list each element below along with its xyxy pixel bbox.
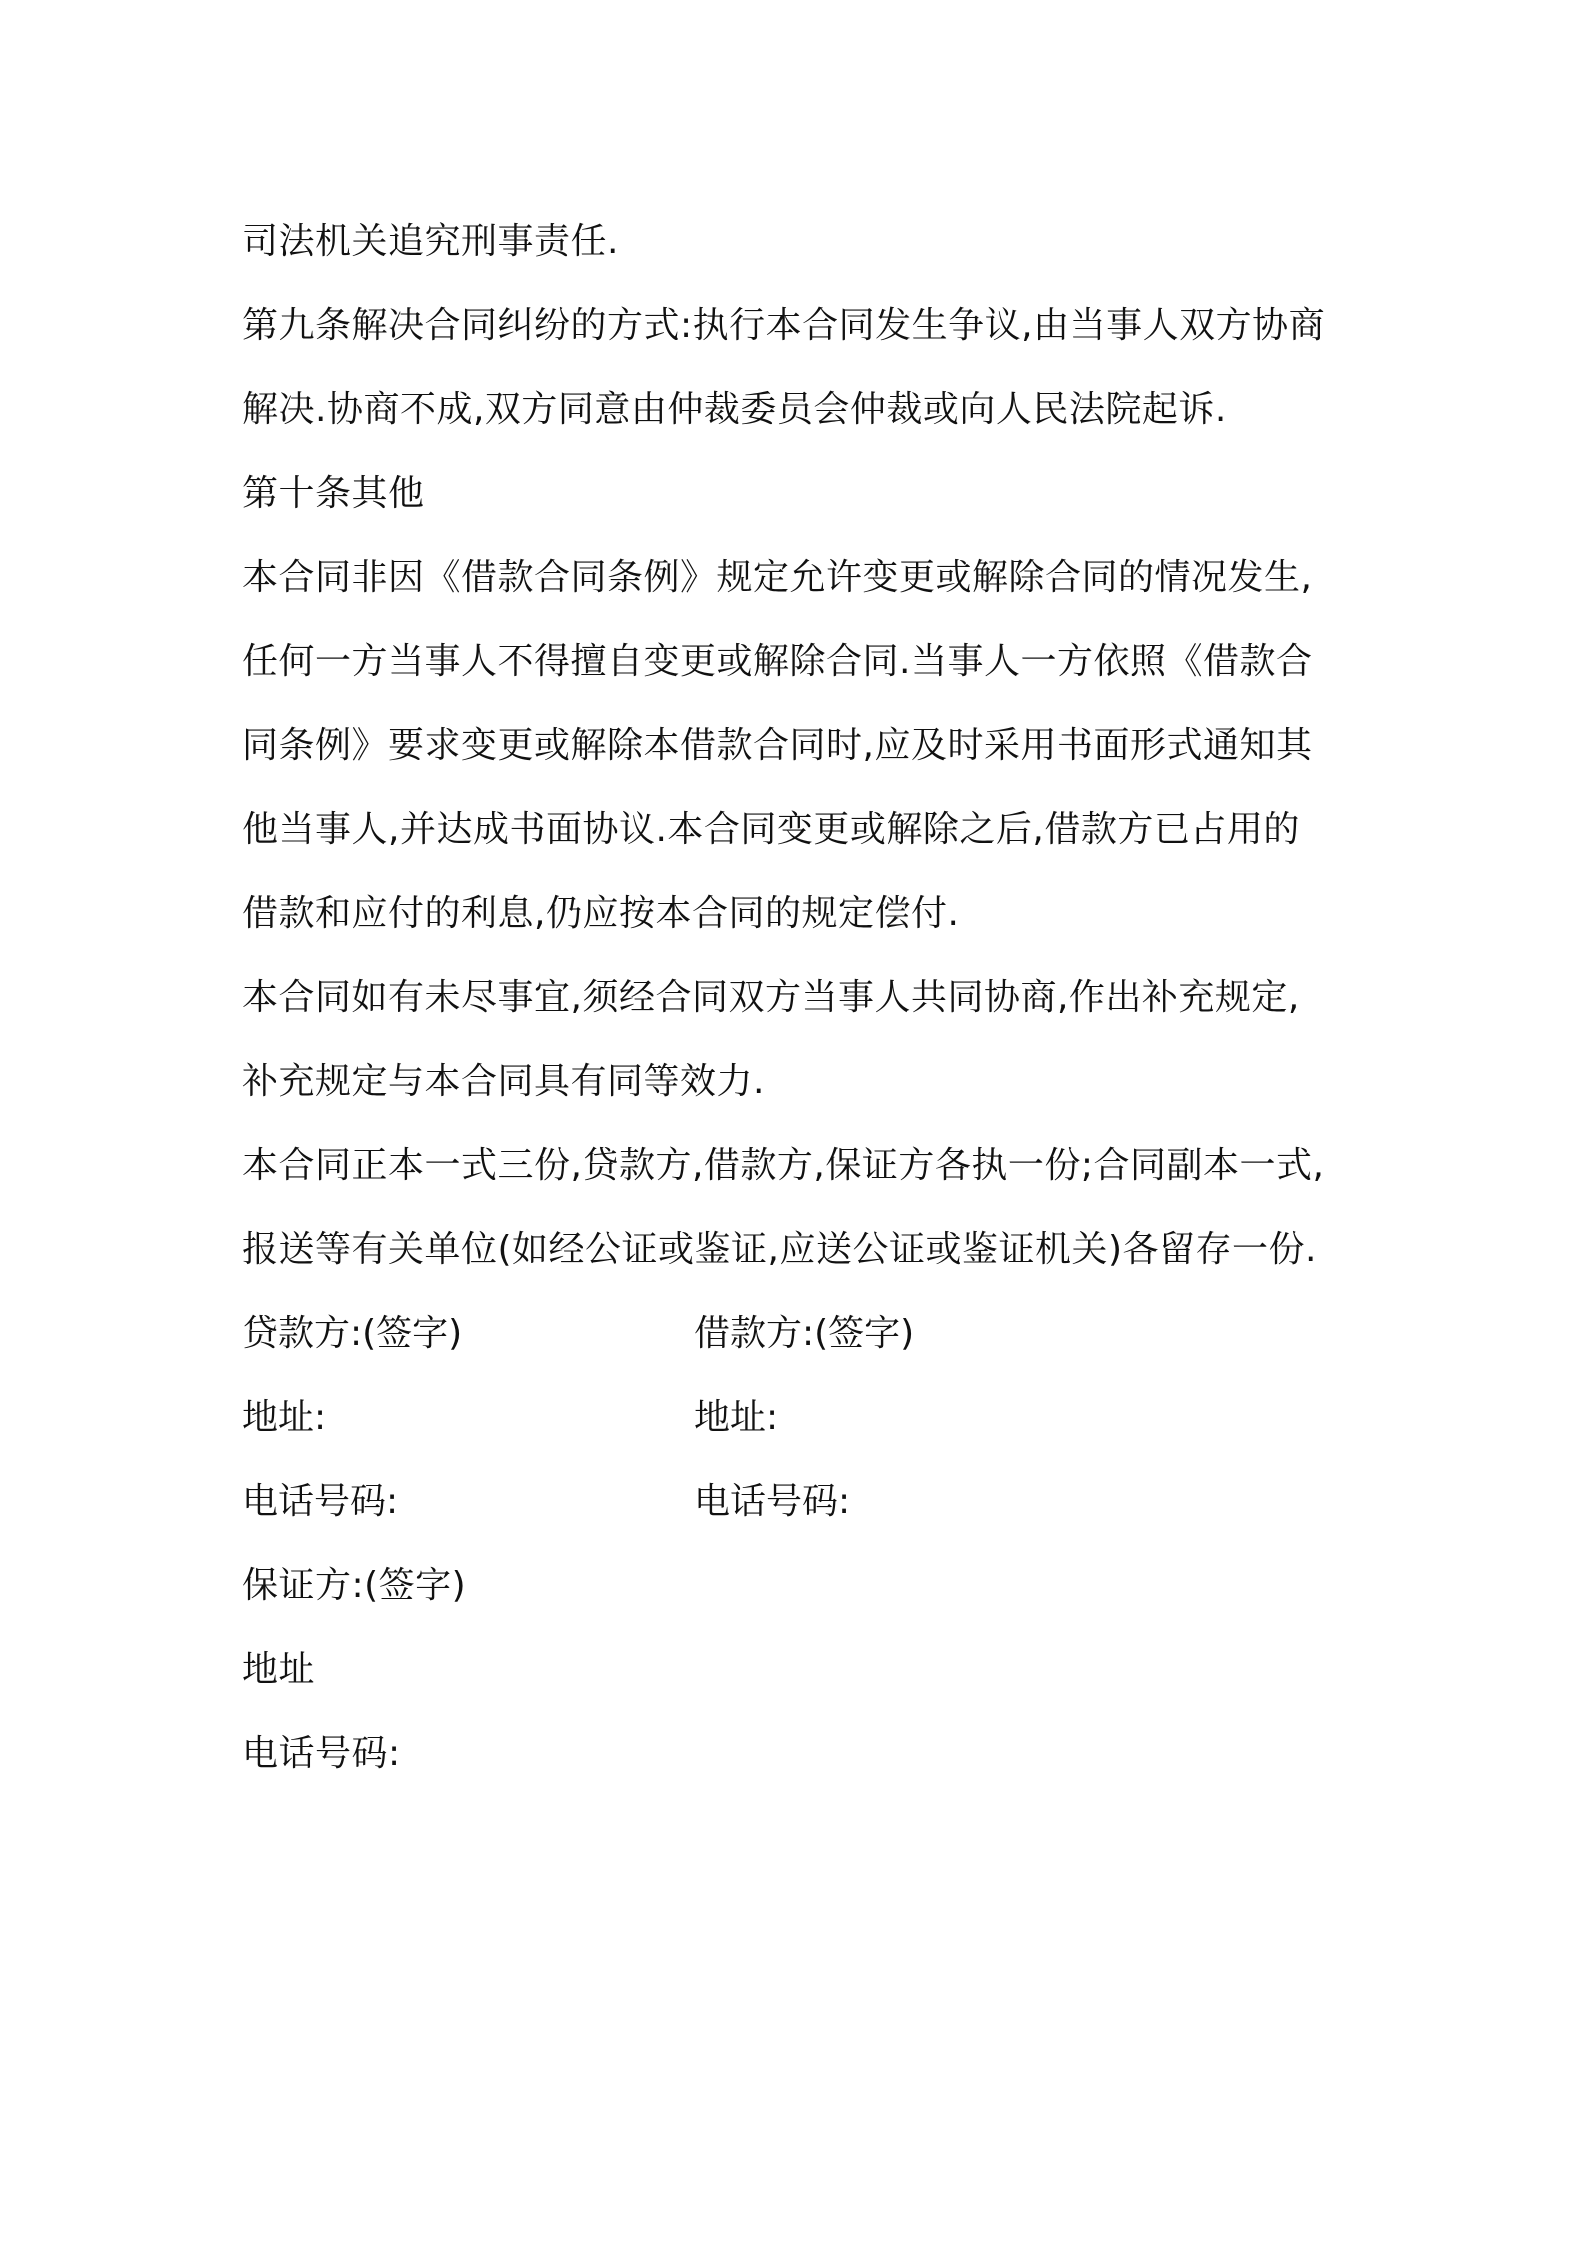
- signature-row-signers: [242, 1292, 1362, 1376]
- paragraph-line: 同条例》要求变更或解除本借款合同时,应及时采用书面形式通知其: [242, 725, 1313, 766]
- guarantor-signature-label: 保证方:(签字): [242, 1565, 467, 1606]
- signature-row-address: [242, 1376, 1362, 1460]
- paragraph-line: 借款和应付的利息,仍应按本合同的规定偿付.: [242, 893, 960, 934]
- lender-phone-label: 电话号码:: [242, 1481, 399, 1522]
- guarantor-phone-label: 电话号码:: [242, 1733, 401, 1774]
- guarantor-address-label: 地址: [242, 1649, 316, 1690]
- article-nine-line-2: 解决.协商不成,双方同意由仲裁委员会仲裁或向人民法院起诉.: [242, 389, 1227, 430]
- paragraph-line: 司法机关追究刑事责任.: [242, 221, 619, 262]
- paragraph-line: 本合同如有未尽事宜,须经合同双方当事人共同协商,作出补充规定,: [242, 977, 1300, 1018]
- borrower-address-label: 地址:: [694, 1397, 779, 1438]
- borrower-phone-label: 电话号码:: [694, 1481, 851, 1522]
- paragraph-line: 补充规定与本合同具有同等效力.: [242, 1061, 765, 1102]
- paragraph-line: 任何一方当事人不得擅自变更或解除合同.当事人一方依照《借款合: [242, 641, 1313, 682]
- paragraph-line: 本合同非因《借款合同条例》规定允许变更或解除合同的情况发生,: [242, 557, 1313, 598]
- document-page: [242, 200, 1362, 1796]
- lender-signature-label: 贷款方:(签字): [242, 1313, 463, 1354]
- paragraph-line: 他当事人,并达成书面协议.本合同变更或解除之后,借款方已占用的: [242, 809, 1300, 850]
- paragraph-line: 报送等有关单位(如经公证或鉴证,应送公证或鉴证机关)各留存一份.: [242, 1229, 1317, 1270]
- paragraph-line: 本合同正本一式三份,贷款方,借款方,保证方各执一份;合同副本一式,: [242, 1145, 1325, 1186]
- lender-address-label: 地址:: [242, 1397, 327, 1438]
- article-ten-heading: 第十条其他: [242, 473, 425, 514]
- borrower-signature-label: 借款方:(签字): [694, 1313, 915, 1354]
- article-nine-line-1: 第九条解决合同纠纷的方式:执行本合同发生争议,由当事人双方协商: [242, 305, 1326, 346]
- signature-row-phone: [242, 1460, 1362, 1544]
